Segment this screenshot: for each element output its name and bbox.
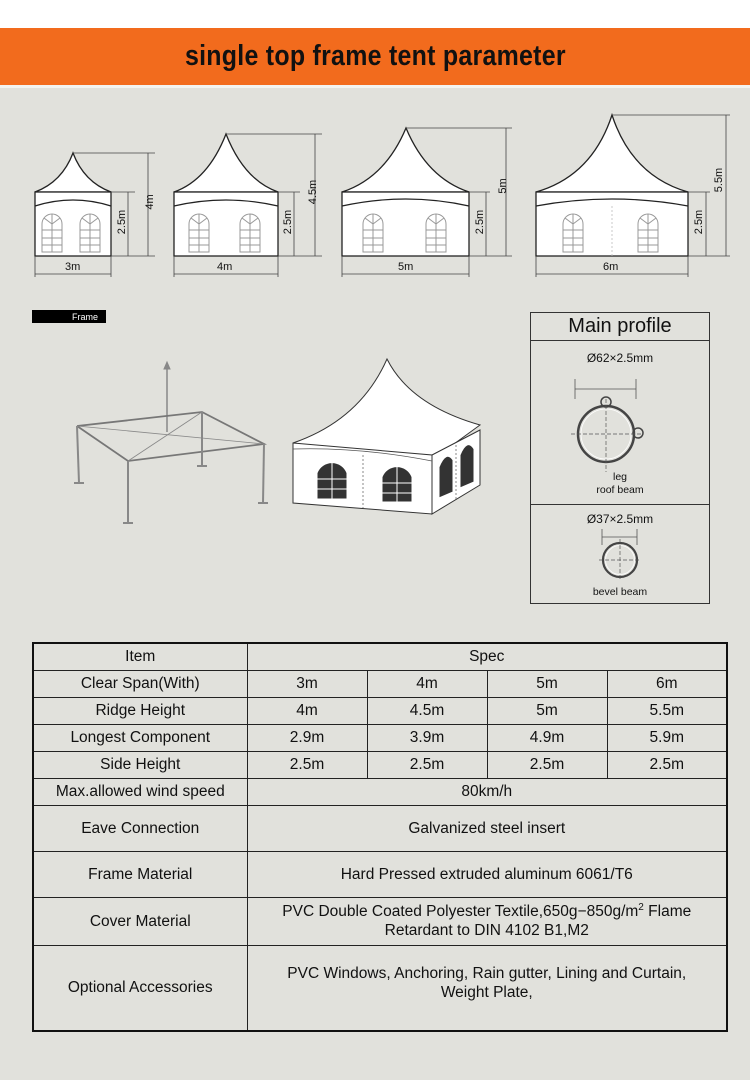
- cell: 4m: [367, 670, 487, 697]
- cell: 4.5m: [367, 697, 487, 724]
- row-label: Ridge Height: [33, 697, 247, 724]
- roof-beam-label: roof beam: [596, 484, 644, 496]
- cell: 2.5m: [487, 751, 607, 778]
- width-label-4m: 4m: [217, 261, 233, 273]
- spec-table: [32, 642, 728, 1032]
- row-label: Longest Component: [33, 724, 247, 751]
- table-row: [33, 751, 727, 778]
- cell: 2.9m: [247, 724, 367, 751]
- large-profile-section: [531, 341, 709, 505]
- cell: 2.5m: [367, 751, 487, 778]
- cell: Hard Pressed extruded aluminum 6061/T6: [247, 851, 727, 897]
- cell: 5m: [487, 670, 607, 697]
- main-profile-title: Main profile: [531, 313, 709, 341]
- tent-elevation-drawings: [0, 100, 750, 290]
- cover-text-1: PVC Double Coated Polyester Textile,650g−850g/m: [282, 903, 639, 920]
- large-profile-dimension: Ø62×2.5mm: [586, 351, 654, 365]
- cell: 2.5m: [247, 751, 367, 778]
- frame-tag: Frame: [32, 310, 106, 323]
- table-row-frame: [33, 851, 727, 897]
- cell: 80km/h: [247, 778, 727, 805]
- tent-elevation-6m: [536, 115, 730, 277]
- table-row: [33, 697, 727, 724]
- side-height-label-5m: 2.5m: [474, 209, 486, 235]
- cell: 5.5m: [607, 697, 727, 724]
- ridge-height-label-3m: 4m: [144, 194, 156, 210]
- small-profile-dimension: Ø37×2.5mm: [586, 512, 654, 526]
- cover-text-2: Flame Retardant to DIN 4102 B1,M2: [384, 903, 692, 939]
- cell: PVC Windows, Anchoring, Rain gutter, Lining and Curtain, Weight Plate,: [247, 945, 727, 1031]
- small-tube-cross-section-icon: [531, 527, 711, 587]
- tent-elevation-3m: [35, 153, 155, 277]
- width-label-6m: 6m: [603, 261, 619, 273]
- cell: Galvanized steel insert: [247, 805, 727, 851]
- banner-divider: [0, 85, 750, 88]
- covered-tent-illustration: [293, 359, 480, 514]
- width-label-3m: 3m: [65, 261, 81, 273]
- table-row: [33, 670, 727, 697]
- cell: 2.5m: [607, 751, 727, 778]
- cell: 3m: [247, 670, 367, 697]
- width-label-5m: 5m: [398, 261, 414, 273]
- small-profile-section: [531, 505, 709, 603]
- row-label: Clear Span(With): [33, 670, 247, 697]
- cell: 4m: [247, 697, 367, 724]
- cell: 6m: [607, 670, 727, 697]
- row-label: Eave Connection: [33, 805, 247, 851]
- row-label: Side Height: [33, 751, 247, 778]
- table-row-eave: [33, 805, 727, 851]
- tent-elevation-5m: [342, 128, 512, 277]
- tent-elevation-4m: [174, 134, 322, 277]
- cell: [247, 897, 727, 945]
- side-height-label-6m: 2.5m: [693, 209, 705, 235]
- cover-superscript: 2: [638, 901, 644, 913]
- frame-skeleton-illustration: [74, 362, 268, 523]
- cell: 4.9m: [487, 724, 607, 751]
- isometric-illustrations: [0, 295, 500, 535]
- cell: 3.9m: [367, 724, 487, 751]
- table-row-accessories: [33, 945, 727, 1031]
- bevel-beam-label: bevel beam: [592, 586, 648, 598]
- header-item: Item: [33, 643, 247, 670]
- row-label: Frame Material: [33, 851, 247, 897]
- ridge-height-label-4m: 4.5m: [307, 179, 319, 205]
- title-banner: [0, 28, 750, 85]
- main-profile-panel: [530, 312, 710, 604]
- table-row: [33, 724, 727, 751]
- cell: 5.9m: [607, 724, 727, 751]
- table-header-row: [33, 643, 727, 670]
- ridge-height-label-5m: 5m: [497, 178, 509, 194]
- page-title: single top frame tent parameter: [184, 40, 566, 72]
- header-spec: Spec: [247, 643, 727, 670]
- row-label: Cover Material: [33, 897, 247, 945]
- side-height-label-4m: 2.5m: [282, 209, 294, 235]
- row-label: Optional Accessories: [33, 945, 247, 1031]
- leg-label: leg: [612, 471, 627, 483]
- side-height-label-3m: 2.5m: [116, 209, 128, 235]
- ridge-height-label-6m: 5.5m: [713, 167, 725, 193]
- table-row-wind: [33, 778, 727, 805]
- cell: 5m: [487, 697, 607, 724]
- table-row-cover: [33, 897, 727, 945]
- top-margin: [0, 0, 750, 28]
- row-label: Max.allowed wind speed: [33, 778, 247, 805]
